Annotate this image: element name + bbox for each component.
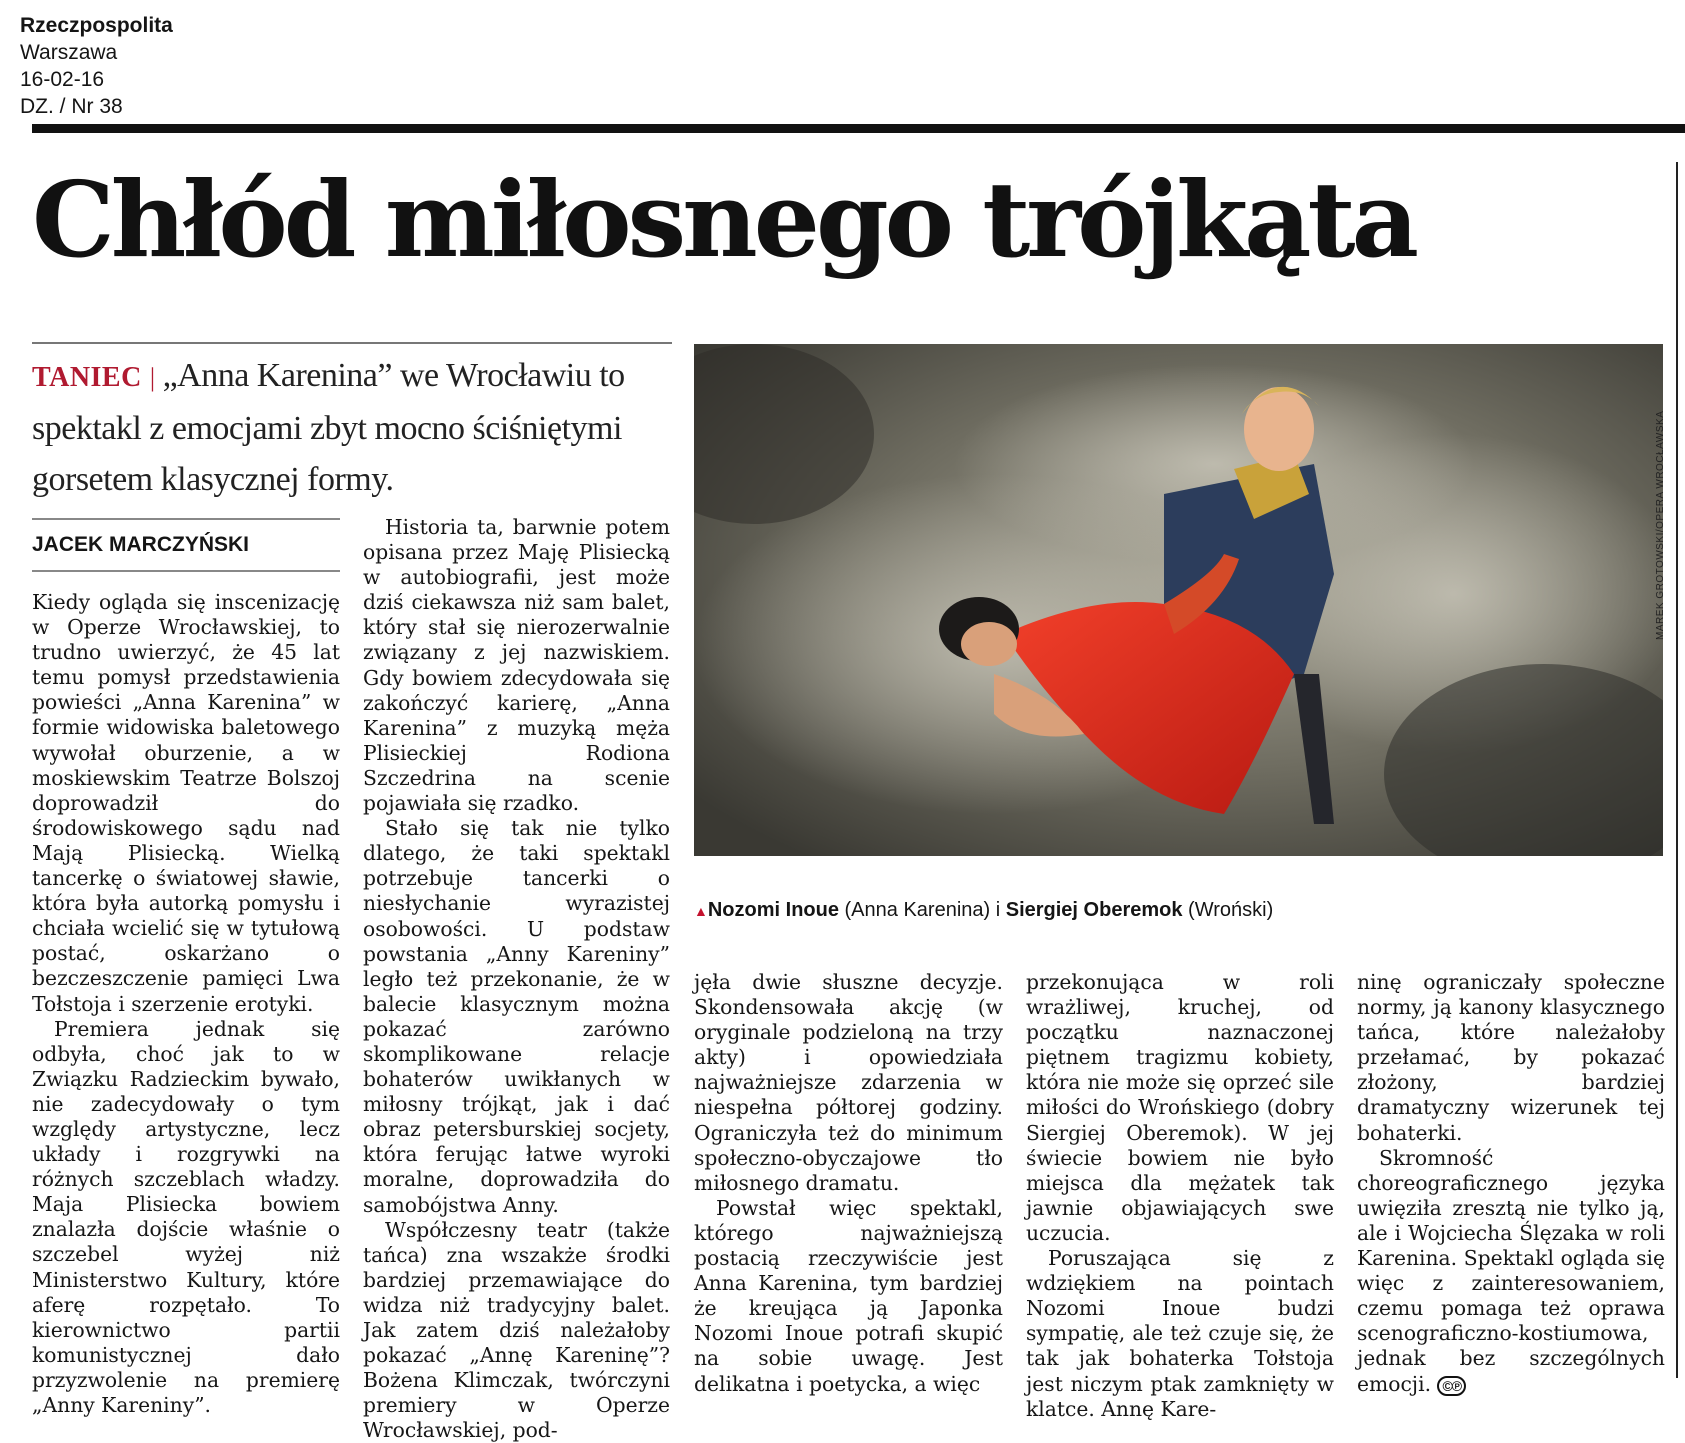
caption-name-2: Siergiej Oberemok [1005,899,1183,921]
source-info [20,12,173,120]
paragraph: Współczesny teatr (także tańca) zna wszakże środki bardziej przemawiające do widza niż tradycyjny balet. Jak zatem dziś należałoby pokazać „Annę Kareninę”? Bożena Klimczak, twórczyni premiery w Operze Wrocławskiej, pod- [363,1217,670,1443]
kicker-separator: | [149,363,155,392]
paragraph [1357,1146,1665,1399]
article-column-3 [694,970,1003,1397]
caption-role-2: (Wroński) [1182,899,1274,921]
byline-rule-top [32,518,340,520]
paragraph: Premiera jednak się odbyła, choć jak to w Związku Radzieckim bywało, nie zadecydowały o tym względy artystyczne, lecz układy i rozgrywki na różnych szczeblach władzy. Maja Plisiecka bowiem znalazła dojście właśnie o szczebel wyżej niż Ministerstwo Kultury, które aferę rozpętało. To kierownictwo partii komunistycznej dało przyzwolenie na premierę „Anny Kareniny”. [32,1016,340,1417]
paragraph: ninę ograniczały społeczne normy, ją kanony klasycznego tańca, które należałoby przełamać, by pokazać złożony, bardziej dramatyczny wizerunek tej bohaterki. [1357,970,1665,1145]
photo-credit: MAREK GROTOWSKI/OPERA WROCŁAWSKA [1655,410,1666,640]
issue-number: DZ. / Nr 38 [20,95,123,118]
photo-caption [694,897,1273,924]
paragraph: jęła dwie słuszne decyzje. Skondensowała akcję (w oryginale podzieloną na trzy akty) i opowiedziała najważniejsze zdarzenia w niespełna półtorej godziny. Ograniczyła też do minimum społeczno-obyczajowe tło miłosnego dramatu. [694,970,1003,1195]
headline: Chłód miłosnego trójkąta [32,158,1415,281]
paragraph: Poruszająca się z wdziękiem na pointach Nozomi Inoue budzi sympatię, ale też czuje się, że tak jak bohaterka Tołstoja jest niczym ptak zamknięty w klatce. Annę Kare- [1026,1246,1334,1421]
date: 16-02-16 [20,68,105,91]
paragraph: Historia ta, barwnie potem opisana przez Maję Plisiecką w autobiografii, jest może dziś ciekawsza niż sam balet, który stał się nierozerwalnie związany z jej nazwiskiem. Gdy bowiem zdecydowała się zakończyć karierę, „Anna Karenina” z muzyką męża Plisieckiej Rodiona Szczedrina na scenie pojawiała się rzadko. [363,515,670,816]
top-rule [32,124,1685,133]
paragraph: przekonująca w roli wrażliwej, kruchej, od początku naznaczonej piętnem tragizmu kobiety, która nie może się oprzeć sile miłości do Wrońskiego (dobry Siergiej Oberemok). W jej świecie bowiem nie było miejsca dla mężatek tak jawnie objawiających swe uczucia. [1026,970,1334,1245]
article-column-2 [363,515,670,1443]
dance-photo-image [694,344,1663,856]
end-mark-icon: ©℗ [1437,1376,1466,1396]
byline: JACEK MARCZYŃSKI [32,533,250,556]
city: Warszawa [20,41,118,64]
section-kicker: TANIEC [32,362,142,393]
article-column-1 [32,590,340,1418]
paragraph: Kiedy ogląda się inscenizację w Operze Wrocławskiej, to trudno uwierzyć, że 45 lat temu pomysł przedstawienia powieści „Anna Karenina” w formie widowiska baletowego wywołał oburzenie, a w moskiewskim Teatrze Bolszoj doprowadził do środowiskowego sądu nad Mają Plisiecką. Wielką tancerkę o światowej sławie, która była autorką pomysłu i chciała wcielić się w tytułową postać, oskarżano o bezczeszczenie pamięci Lwa Tołstoja i szerzenie erotyki. [32,590,340,1016]
paragraph: Stało się tak nie tylko dlatego, że taki spektakl potrzebuje tancerki o niesłychanie wyrazistej osobowości. U podstaw powstania „Anny Kareniny” legło też przekonanie, że w balecie klasycznym można pokazać zarówno skomplikowane relacje bohaterów uwikłanych w miłosny trójkąt, jak i dać obraz petersburskiej socjety, która ferując łatwe wyroki moralne, doprowadziła do samobójstwa Anny. [363,816,670,1217]
dance-photo [694,344,1663,856]
paragraph: Powstał więc spektakl, którego najważniejszą postacią rzeczywiście jest Anna Karenina, tym bardziej że kreująca ją Japonka Nozomi Inoue potrafi skupić na sobie uwagę. Jest delikatna i poetycka, a więc [694,1195,1003,1396]
article-column-4 [1026,970,1334,1422]
newspaper-name: Rzeczpospolita [20,14,173,37]
side-rule [1676,162,1678,1378]
paragraph-text: Skromność choreograficznego języka uwięziła zresztą nie tylko ją, ale i Wojciecha Ślęzaka w roli Karenina. Spektakl ogląda się więc z zainteresowaniem, czemu pomaga też oprawa scenograficzno-kostiumowa, jednak bez szczególnych emocji. [1357,1145,1665,1396]
article-column-5 [1357,970,1665,1399]
lead-rule [32,342,672,344]
caption-name-1: Nozomi Inoue [707,899,839,921]
lead-text: „Anna Karenina” we Wrocławiu to spektakl z emocjami zbyt mocno ściśniętymi gorsetem klasycznej formy. [32,357,625,498]
byline-rule-bottom [32,570,340,572]
caption-role-1: (Anna Karenina) i [838,899,1006,921]
lead-paragraph [32,350,677,505]
caption-arrow-icon: ▲ [694,903,708,919]
